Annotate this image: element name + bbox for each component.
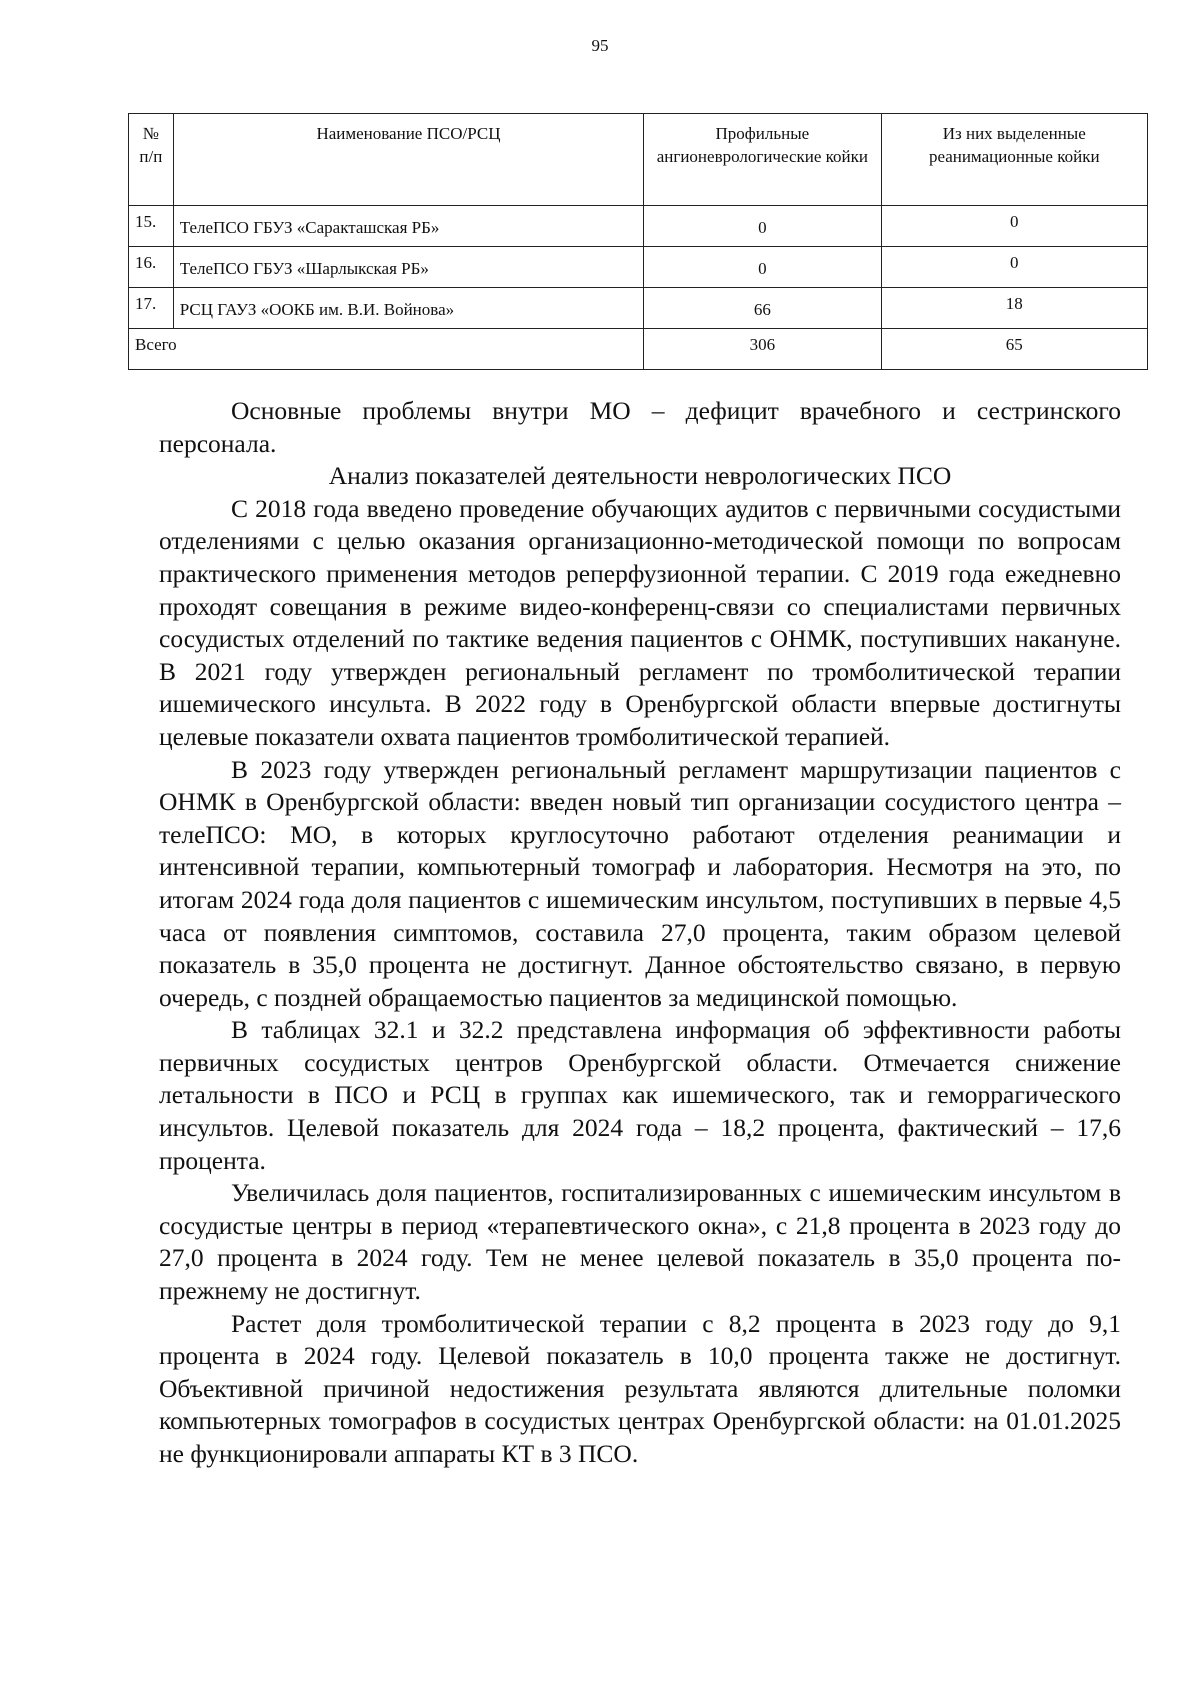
- header-beds: Профильные ангионеврологические койки: [644, 114, 881, 206]
- paragraph-routing: В 2023 году утвержден региональный регламент маршрутизации пациентов с ОНМК в Оренбургской области: введен новый тип организации сосудистого центра – телеПСО: МО, в которых круглосуточно работают отделения реанимации и интенсивной терапии, компьютерный томограф и лаборатория. Несмотря на это, по итогам 2024 года доля пациентов с ишемическим инсультом, поступивших в первые 4,5 часа от появления симптомов, составила 27,0 процента, таким образом целевой показатель в 35,0 процента не достигнут. Данное обстоятельство связано, в первую очередь, с поздней обращаемостью пациентов за медицинской помощью.: [159, 754, 1121, 1012]
- row-num: 17.: [129, 288, 174, 329]
- beds-table: [128, 113, 1148, 370]
- paragraph-therapeutic-window: Увеличилась доля пациентов, госпитализированных с ишемическим инсультом в сосудистые центры в период «терапевтического окна», с 21,8 процента в 2023 году до 27,0 процента в 2024 году. Тем не менее целевой показатель в 35,0 процента по-прежнему не достигнут.: [159, 1178, 1121, 1306]
- row-num: 15.: [129, 206, 174, 247]
- table-total-row: [129, 329, 1148, 370]
- table-row: [129, 288, 1148, 329]
- total-label: Всего: [129, 329, 644, 370]
- header-icu: Из них выделенные реанимационные койки: [881, 114, 1147, 206]
- row-icu: 0: [881, 206, 1147, 247]
- body-text: [159, 395, 1121, 1471]
- total-beds: 306: [644, 329, 881, 370]
- row-beds: 66: [644, 288, 881, 329]
- row-name: ТелеПСО ГБУЗ «Шарлыкская РБ»: [173, 247, 643, 288]
- header-num: № п/п: [129, 114, 174, 206]
- row-name: ТелеПСО ГБУЗ «Саракташская РБ»: [173, 206, 643, 247]
- row-icu: 0: [881, 247, 1147, 288]
- row-beds: 0: [644, 247, 881, 288]
- row-name: РСЦ ГАУЗ «ООКБ им. В.И. Войнова»: [173, 288, 643, 329]
- paragraph-staff-problems: Основные проблемы внутри МО – дефицит врачебного и сестринского персонала.: [159, 396, 1121, 458]
- section-heading: Анализ показателей деятельности неврологических ПСО: [328, 461, 952, 491]
- row-icu: 18: [881, 288, 1147, 329]
- total-icu: 65: [881, 329, 1147, 370]
- table-row: [129, 247, 1148, 288]
- row-beds: 0: [644, 206, 881, 247]
- table-row: [129, 206, 1148, 247]
- header-name: Наименование ПСО/РСЦ: [173, 114, 643, 206]
- table-header-row: [129, 114, 1148, 206]
- row-num: 16.: [129, 247, 174, 288]
- paragraph-thrombolysis: Растет доля тромболитической терапии с 8,2 процента в 2023 году до 9,1 процента в 2024 году. Целевой показатель в 10,0 процента также не достигнут. Объективной причиной недостижения результата являются длительные поломки компьютерных томографов в сосудистых центрах Оренбургской области: на 01.01.2025 не функционировали аппараты КТ в 3 ПСО.: [159, 1308, 1121, 1468]
- paragraph-mortality: В таблицах 32.1 и 32.2 представлена информация об эффективности работы первичных сосудистых центров Оренбургской области. Отмечается снижение летальности в ПСО и РСЦ в группах как ишемического, так и геморрагического инсультов. Целевой показатель для 2024 года – 18,2 процента, фактический – 17,6 процента.: [159, 1015, 1121, 1175]
- page-number: 95: [591, 36, 609, 55]
- paragraph-audits: С 2018 года введено проведение обучающих аудитов с первичными сосудистыми отделениями с целью оказания организационно-методической помощи по вопросам практического применения методов реперфузионной терапии. С 2019 года ежедневно проходят совещания в режиме видео-конференц-связи со специалистами первичных сосудистых отделений по тактике ведения пациентов с ОНМК, поступивших накануне. В 2021 году утвержден региональный регламент по тромболитической терапии ишемического инсульта. В 2022 году в Оренбургской области впервые достигнуты целевые показатели охвата пациентов тромболитической терапией.: [159, 493, 1121, 751]
